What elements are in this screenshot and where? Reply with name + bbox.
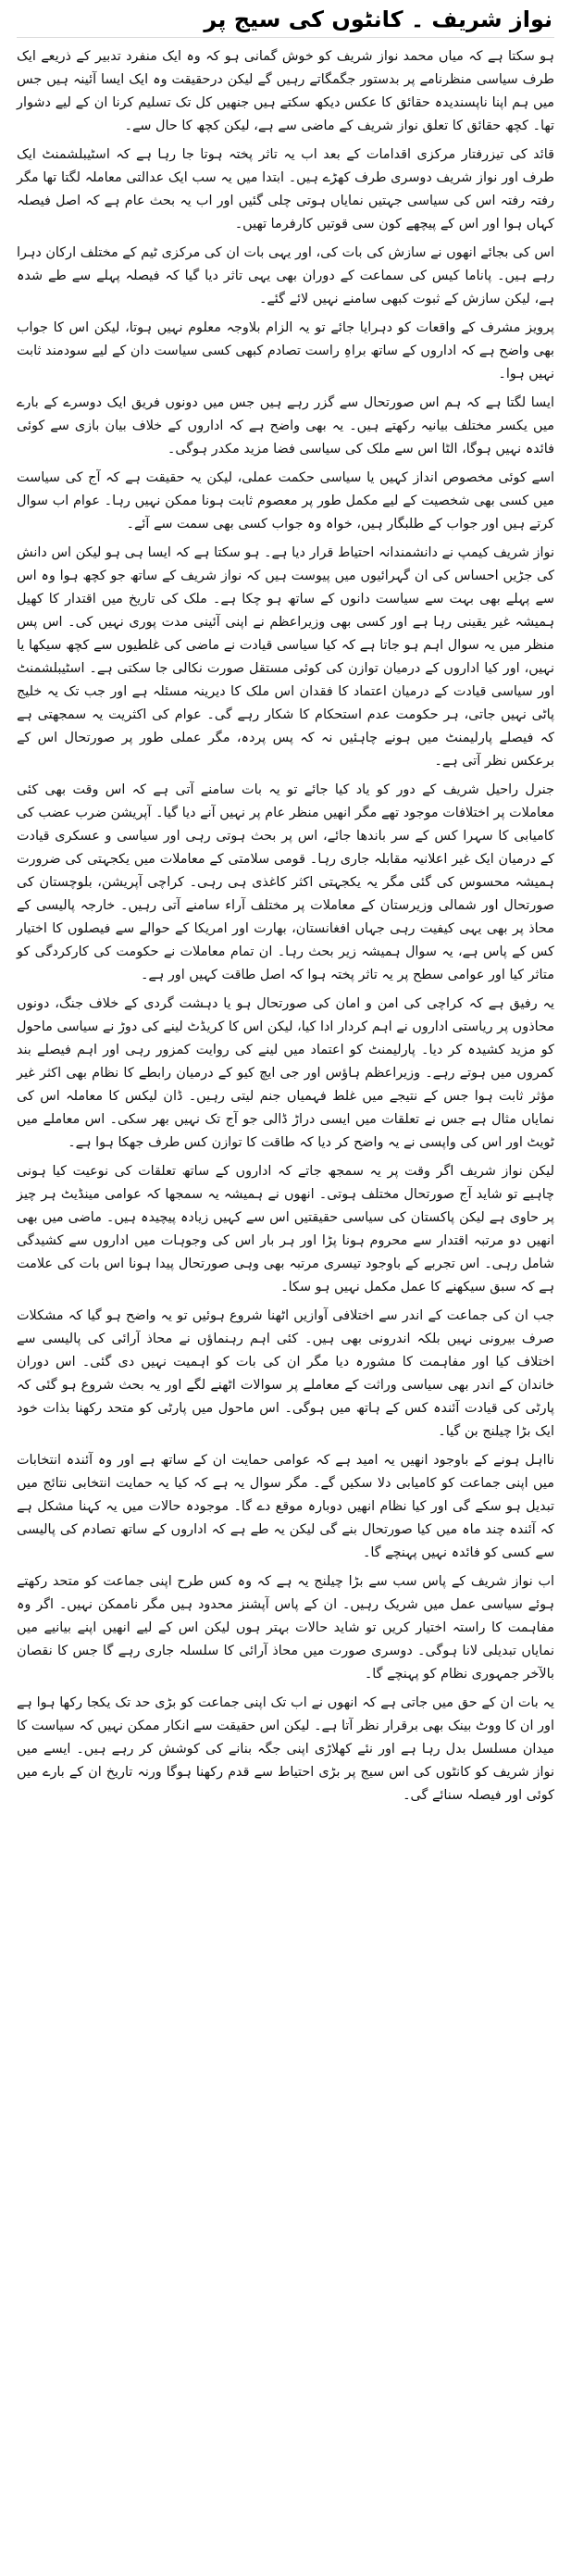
paragraph-13: اب نواز شریف کے پاس سب سے بڑا چیلنج یہ ہے کہ وہ کس طرح اپنی جماعت کو متحد رکھتے ہوئے سیاسی عمل میں شریک رہیں۔ ان کے پاس آپشنز محدود ہیں مگر ناممکن نہیں۔ اگر وہ مفاہمت کا راستہ اختیار کریں تو شاید حالات بہتر ہوں لیکن اس کے لیے انھیں اپنے بیانیے میں نمایاں تبدیلی لانا ہوگی۔ دوسری صورت میں محاذ آرائی کا سلسلہ جاری رہے گا جس کا نقصان بالآخر جمہوری نظام کو پہنچے گا۔ xyxy=(17,1574,554,1682)
paragraph-3: اس کی بجائے انھوں نے سازش کی بات کی، اور یہی بات ان کی مرکزی ٹیم کے مختلف ارکان دہرا رہے ہیں۔ پاناما کیس کی سماعت کے دوران بھی یہی تاثر دیا گیا کہ فیصلہ پہلے سے طے شدہ ہے، لیکن سازش کے ثبوت کبھی سامنے نہیں لائے گئے۔ xyxy=(17,245,554,306)
paragraph-11: جب ان کی جماعت کے اندر سے اختلافی آوازیں اٹھنا شروع ہوئیں تو یہ واضح ہو گیا کہ مشکلات صرف بیرونی نہیں بلکہ اندرونی بھی ہیں۔ کئی اہم رہنماؤں نے محاذ آرائی کی پالیسی سے اختلاف کیا اور مفاہمت کا مشورہ دیا مگر ان کی بات کو اہمیت نہیں دی گئی۔ اس دوران خاندان کے اندر بھی سیاسی وراثت کے معاملے پر سوالات اٹھنے لگے اور یہ بحث شروع ہو گئی کہ پارٹی کی قیادت آئندہ کس کے ہاتھ میں ہوگی۔ اس ماحول میں پارٹی کو متحد رکھنا بذات خود ایک بڑا چیلنج بن گیا۔ xyxy=(17,1308,554,1439)
article-title: نواز شریف ۔ کانٹوں کی سیج پر xyxy=(17,4,554,38)
article-column xyxy=(17,0,554,1807)
paragraph-1: ہو سکتا ہے کہ میاں محمد نواز شریف کو خوش گمانی ہو کہ وہ ایک منفرد تدبیر کے ذریعے ایک طرف سیاسی منظرنامے پر بدستور جگمگاتے رہیں گے لیکن درحقیقت وہ ایک ایسا آئینہ ہیں جس میں ہم اپنا ناپسندیدہ حقائق کا عکس دیکھ سکتے ہیں جنھیں کل تک تسلیم کرنا ان کے لیے دشوار تھا۔ کچھ حقائق کا تعلق نواز شریف کے ماضی سے ہے، لیکن کچھ کا حال سے۔ xyxy=(17,49,554,133)
paragraph-10: لیکن نواز شریف اگر وقت پر یہ سمجھ جاتے کہ اداروں کے ساتھ تعلقات کی نوعیت کیا ہونی چاہیے تو شاید آج صورتحال مختلف ہوتی۔ انھوں نے ہمیشہ یہ سمجھا کہ عوامی مینڈیٹ ہر چیز پر حاوی ہے لیکن پاکستان کی سیاسی حقیقتیں اس سے کہیں زیادہ پیچیدہ ہیں۔ ماضی میں بھی انھیں دو مرتبہ اقتدار سے محروم ہونا پڑا اور ہر بار اس کی وجوہات میں اداروں سے کشیدگی شامل رہی۔ اس تجربے کے باوجود تیسری مرتبہ بھی وہی صورتحال پیدا ہونا اس بات کی علامت ہے کہ سبق سیکھنے کا عمل مکمل نہیں ہو سکا۔ xyxy=(17,1164,554,1294)
paragraph-2: قائد کی تیزرفتار مرکزی اقدامات کے بعد اب یہ تاثر پختہ ہوتا جا رہا ہے کہ اسٹیبلشمنٹ ایک طرف اور نواز شریف دوسری طرف کھڑے ہیں۔ ابتدا میں یہ سب ایک عدالتی معاملہ لگتا تھا مگر رفتہ رفتہ اس کی سیاسی جہتیں نمایاں ہوتی چلی گئیں اور اب یہ بحث عام ہے کہ اصل فیصلہ کہاں ہوا اور اس کے پیچھے کون سی قوتیں کارفرما تھیں۔ xyxy=(17,147,554,231)
paragraph-4: پرویز مشرف کے واقعات کو دہرایا جائے تو یہ الزام بلاوجہ معلوم نہیں ہوتا، لیکن اس کا جواب بھی واضح ہے کہ اداروں کے ساتھ براہِ راست تصادم کبھی کسی سیاست دان کے لیے سودمند ثابت نہیں ہوا۔ xyxy=(17,320,554,381)
paragraph-5: ایسا لگتا ہے کہ ہم اس صورتحال سے گزر رہے ہیں جس میں دونوں فریق ایک دوسرے کے بارے میں یکسر مختلف بیانیہ رکھتے ہیں۔ یہ بھی واضح ہے کہ اداروں کے خلاف بیان بازی سے کوئی فائدہ نہیں ہوگا، الٹا اس سے ملک کی سیاسی فضا مزید مکدر ہوگی۔ xyxy=(17,395,554,456)
paragraph-8: جنرل راحیل شریف کے دور کو یاد کیا جائے تو یہ بات سامنے آتی ہے کہ اس وقت بھی کئی معاملات پر اختلافات موجود تھے مگر انھیں منظر عام پر نہیں آنے دیا گیا۔ آپریشن ضرب عضب کی کامیابی کا سہرا کس کے سر باندھا جائے، اس پر بحث ہوتی رہی اور سیاسی و عسکری قیادت کے درمیان ایک غیر اعلانیہ مقابلہ جاری رہا۔ قومی سلامتی کے معاملات میں یکجہتی کی ضرورت ہمیشہ محسوس کی گئی مگر یہ یکجہتی اکثر کاغذی ہی رہی۔ کراچی آپریشن، بلوچستان کی صورتحال اور شمالی وزیرستان کے معاملات پر مختلف آراء سامنے آتی رہیں۔ خارجہ پالیسی کے محاذ پر بھی یہی کیفیت رہی جہاں افغانستان، بھارت اور امریکا کے حوالے سے فیصلوں کا اختیار کس کے پاس ہے، یہ سوال ہمیشہ زیر بحث رہا۔ ان تمام معاملات نے حکومت کی کارکردگی کو متاثر کیا اور عوامی سطح پر یہ تاثر پختہ ہوا کہ اصل طاقت کہیں اور ہے۔ xyxy=(17,782,554,982)
paragraph-6: اسے کوئی مخصوص انداز کہیں یا سیاسی حکمت عملی، لیکن یہ حقیقت ہے کہ آج کی سیاست میں کسی بھی شخصیت کے لیے مکمل طور پر معصوم ثابت ہونا ممکن نہیں رہا۔ عوام اب سوال کرتے ہیں اور جواب کے طلبگار ہیں، خواہ وہ جواب کسی بھی سمت سے آئے۔ xyxy=(17,470,554,531)
paragraph-9: یہ رفیق ہے کہ کراچی کی امن و امان کی صورتحال ہو یا دہشت گردی کے خلاف جنگ، دونوں محاذوں پر ریاستی اداروں نے اہم کردار ادا کیا، لیکن اس کا کریڈٹ لینے کی دوڑ نے سیاسی ماحول کو مزید کشیدہ کر دیا۔ پارلیمنٹ کو اعتماد میں لینے کی روایت کمزور رہی اور اہم فیصلے بند کمروں میں ہوتے رہے۔ وزیراعظم ہاؤس اور جی ایچ کیو کے درمیان رابطے کا نظام بھی اکثر غیر مؤثر ثابت ہوا جس کے نتیجے میں غلط فہمیاں جنم لیتی رہیں۔ ڈان لیکس کا معاملہ اس کی نمایاں مثال ہے جس نے تعلقات میں ایسی دراڑ ڈالی جو آج تک نہیں بھر سکی۔ اس معاملے میں ٹویٹ اور اس کی واپسی نے یہ واضح کر دیا کہ طاقت کا توازن کس طرف جھکا ہوا ہے۔ xyxy=(17,996,554,1150)
paragraph-14: یہ بات ان کے حق میں جاتی ہے کہ انھوں نے اب تک اپنی جماعت کو بڑی حد تک یکجا رکھا ہوا ہے اور ان کا ووٹ بینک بھی برقرار نظر آتا ہے۔ لیکن اس حقیقت سے انکار ممکن نہیں کہ سیاست کا میدان مسلسل بدل رہا ہے اور نئے کھلاڑی اپنی جگہ بنانے کی کوشش کر رہے ہیں۔ ایسے میں نواز شریف کو کانٹوں کی اس سیج پر بڑی احتیاط سے قدم رکھنا ہوگا ورنہ تاریخ ان کے بارے میں کوئی اور فیصلہ سنائے گی۔ xyxy=(17,1695,554,1803)
paragraph-7: نواز شریف کیمپ نے دانشمندانہ احتیاط قرار دیا ہے۔ ہو سکتا ہے کہ ایسا ہی ہو لیکن اس دانش کی جڑیں احساس کی ان گہرائیوں میں پیوست ہیں کہ نواز شریف کے ساتھ جو کچھ ہوا وہ اس سے پہلے بھی بہت سے سیاست دانوں کے ساتھ ہو چکا ہے۔ ملک کی تاریخ میں اقتدار کا کھیل ہمیشہ غیر یقینی رہا ہے اور کسی بھی وزیراعظم نے اپنی آئینی مدت پوری نہیں کی۔ اس پس منظر میں یہ سوال اہم ہو جاتا ہے کہ کیا سیاسی قیادت نے ماضی کی غلطیوں سے کچھ سیکھا یا نہیں، اور کیا اداروں کے درمیان توازن کی کوئی مستقل صورت نکالی جا سکتی ہے۔ اسٹیبلشمنٹ اور سیاسی قیادت کے درمیان اعتماد کا فقدان اس ملک کا دیرینہ مسئلہ ہے اور جب تک یہ خلیج پاٹی نہیں جاتی، ہر حکومت عدم استحکام کا شکار رہے گی۔ عوام کی اکثریت یہ سمجھتی ہے کہ فیصلے پارلیمنٹ میں ہونے چاہئیں نہ کہ پس پردہ، مگر عملی طور پر صورتحال اس کے برعکس نظر آتی ہے۔ xyxy=(17,545,554,769)
paragraph-12: نااہل ہونے کے باوجود انھیں یہ امید ہے کہ عوامی حمایت ان کے ساتھ ہے اور وہ آئندہ انتخابات میں اپنی جماعت کو کامیابی دلا سکیں گے۔ مگر سوال یہ ہے کہ کیا یہ حمایت انتخابی نتائج میں تبدیل ہو سکے گی اور کیا نظام انھیں دوبارہ موقع دے گا۔ موجودہ حالات میں یہ کہنا مشکل ہے کہ آئندہ چند ماہ میں کیا صورتحال بنے گی لیکن یہ طے ہے کہ اداروں کے ساتھ تصادم کی پالیسی سے کسی کو فائدہ نہیں پہنچے گا۔ xyxy=(17,1453,554,1560)
